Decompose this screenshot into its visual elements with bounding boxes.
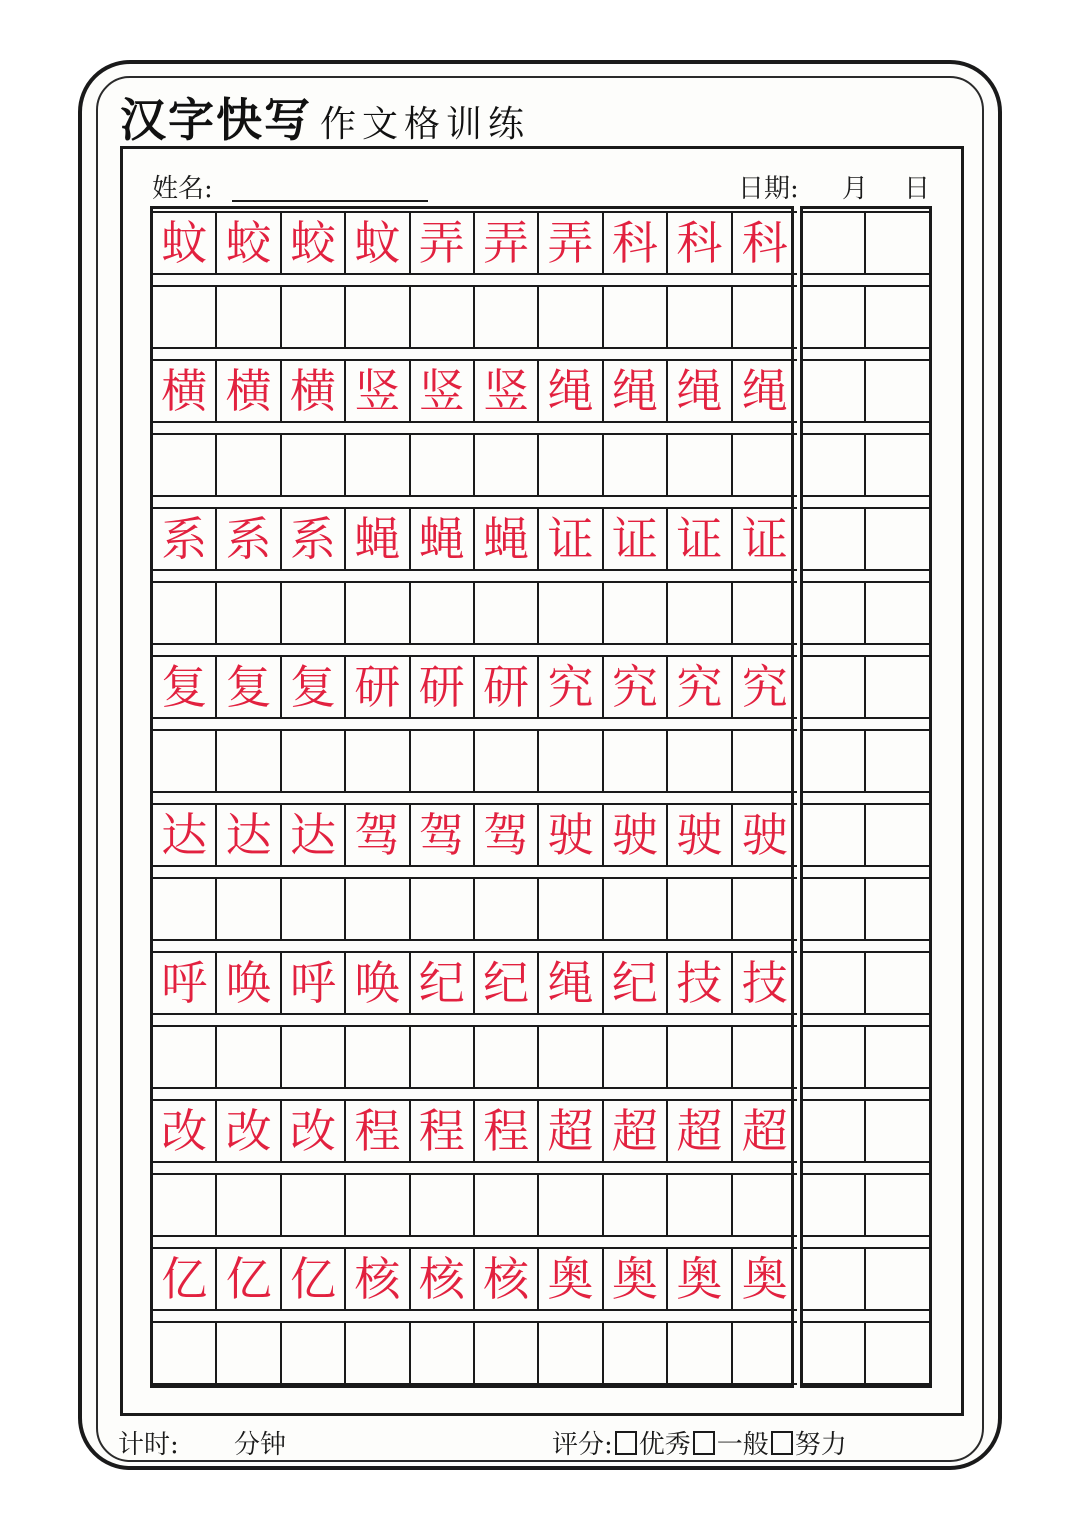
practice-cell[interactable] bbox=[153, 729, 217, 793]
practice-cell[interactable] bbox=[217, 1173, 281, 1237]
practice-cell[interactable] bbox=[282, 581, 346, 645]
character-cell: 核 bbox=[411, 1247, 475, 1311]
practice-cell[interactable] bbox=[668, 433, 732, 497]
review-cell[interactable] bbox=[866, 211, 929, 275]
practice-cell[interactable] bbox=[282, 285, 346, 349]
character-cell: 证 bbox=[668, 507, 732, 571]
practice-cell[interactable] bbox=[604, 1025, 668, 1089]
review-cell[interactable] bbox=[866, 581, 929, 645]
character-cell: 竖 bbox=[475, 359, 539, 423]
practice-cell[interactable] bbox=[153, 1321, 217, 1385]
character-cell: 技 bbox=[668, 951, 732, 1015]
practice-cell[interactable] bbox=[604, 581, 668, 645]
character-cell: 弄 bbox=[475, 211, 539, 275]
practice-cell[interactable] bbox=[346, 581, 410, 645]
practice-cell[interactable] bbox=[217, 581, 281, 645]
practice-cell[interactable] bbox=[604, 285, 668, 349]
practice-cell[interactable] bbox=[733, 1173, 797, 1237]
review-row bbox=[803, 729, 929, 793]
character-cell: 系 bbox=[217, 507, 281, 571]
practice-row bbox=[153, 1025, 797, 1089]
timer-label: 计时: bbox=[118, 1430, 179, 1460]
character-cell: 超 bbox=[668, 1099, 732, 1163]
character-cell: 驾 bbox=[475, 803, 539, 867]
practice-cell[interactable] bbox=[539, 433, 603, 497]
character-cell: 复 bbox=[282, 655, 346, 719]
practice-cell[interactable] bbox=[282, 1321, 346, 1385]
character-cell: 横 bbox=[282, 359, 346, 423]
review-cell[interactable] bbox=[866, 951, 929, 1015]
practice-row bbox=[153, 433, 797, 497]
character-cell: 纪 bbox=[411, 951, 475, 1015]
character-cell: 唤 bbox=[217, 951, 281, 1015]
practice-cell[interactable] bbox=[668, 1321, 732, 1385]
worksheet-title bbox=[120, 84, 530, 150]
character-cell: 奥 bbox=[604, 1247, 668, 1311]
practice-cell[interactable] bbox=[668, 581, 732, 645]
average-checkbox[interactable] bbox=[693, 1431, 715, 1455]
character-cell: 奥 bbox=[539, 1247, 603, 1311]
review-row bbox=[803, 803, 929, 867]
practice-cell[interactable] bbox=[282, 1025, 346, 1089]
character-row bbox=[153, 655, 797, 719]
practice-row bbox=[153, 729, 797, 793]
review-row bbox=[803, 1025, 929, 1089]
practice-cell[interactable] bbox=[217, 729, 281, 793]
character-cell: 蛟 bbox=[282, 211, 346, 275]
review-cell[interactable] bbox=[866, 1321, 929, 1385]
title-main: 汉字快写 bbox=[120, 93, 312, 147]
character-row bbox=[153, 951, 797, 1015]
review-cell[interactable] bbox=[866, 1173, 929, 1237]
character-cell: 系 bbox=[282, 507, 346, 571]
practice-row bbox=[153, 877, 797, 941]
effort-checkbox[interactable] bbox=[771, 1431, 793, 1455]
character-cell: 竖 bbox=[411, 359, 475, 423]
score-section bbox=[552, 1424, 847, 1461]
practice-cell[interactable] bbox=[153, 285, 217, 349]
character-cell: 达 bbox=[217, 803, 281, 867]
practice-cell[interactable] bbox=[668, 877, 732, 941]
practice-cell[interactable] bbox=[153, 433, 217, 497]
character-cell: 究 bbox=[733, 655, 797, 719]
practice-cell[interactable] bbox=[475, 285, 539, 349]
practice-cell[interactable] bbox=[668, 1173, 732, 1237]
practice-cell[interactable] bbox=[475, 433, 539, 497]
review-cell[interactable] bbox=[866, 729, 929, 793]
review-row bbox=[803, 359, 929, 423]
practice-cell[interactable] bbox=[733, 877, 797, 941]
review-row bbox=[803, 655, 929, 719]
character-cell: 超 bbox=[539, 1099, 603, 1163]
minutes-label: 分钟 bbox=[234, 1430, 287, 1460]
excellent-label: 优秀 bbox=[638, 1430, 691, 1460]
practice-cell[interactable] bbox=[217, 877, 281, 941]
practice-row bbox=[153, 285, 797, 349]
review-cell[interactable] bbox=[866, 803, 929, 867]
effort-label: 努力 bbox=[794, 1430, 847, 1460]
character-cell: 科 bbox=[604, 211, 668, 275]
practice-row bbox=[153, 1173, 797, 1237]
character-cell: 亿 bbox=[153, 1247, 217, 1311]
practice-cell[interactable] bbox=[217, 433, 281, 497]
character-cell: 复 bbox=[153, 655, 217, 719]
average-label: 一般 bbox=[716, 1430, 769, 1460]
character-cell: 弄 bbox=[539, 211, 603, 275]
excellent-checkbox[interactable] bbox=[615, 1431, 637, 1455]
review-cell[interactable] bbox=[866, 433, 929, 497]
practice-cell[interactable] bbox=[539, 1321, 603, 1385]
practice-cell[interactable] bbox=[604, 877, 668, 941]
practice-cell[interactable] bbox=[346, 433, 410, 497]
practice-cell[interactable] bbox=[346, 877, 410, 941]
review-cell[interactable] bbox=[803, 433, 866, 497]
practice-cell[interactable] bbox=[346, 1173, 410, 1237]
practice-cell[interactable] bbox=[217, 1321, 281, 1385]
practice-cell[interactable] bbox=[282, 1173, 346, 1237]
character-cell: 改 bbox=[217, 1099, 281, 1163]
character-cell: 系 bbox=[153, 507, 217, 571]
practice-cell[interactable] bbox=[539, 1173, 603, 1237]
practice-cell[interactable] bbox=[539, 581, 603, 645]
character-cell: 奥 bbox=[733, 1247, 797, 1311]
practice-cell[interactable] bbox=[604, 1321, 668, 1385]
review-cell[interactable] bbox=[803, 1025, 866, 1089]
practice-cell[interactable] bbox=[668, 285, 732, 349]
practice-cell[interactable] bbox=[604, 433, 668, 497]
review-row bbox=[803, 433, 929, 497]
practice-cell[interactable] bbox=[282, 433, 346, 497]
practice-cell[interactable] bbox=[733, 729, 797, 793]
character-cell: 竖 bbox=[346, 359, 410, 423]
character-row bbox=[153, 359, 797, 423]
character-cell: 达 bbox=[282, 803, 346, 867]
character-cell: 绳 bbox=[539, 951, 603, 1015]
review-row bbox=[803, 581, 929, 645]
title-sub: 作文格训练 bbox=[320, 104, 531, 145]
practice-cell[interactable] bbox=[411, 433, 475, 497]
character-cell: 纪 bbox=[604, 951, 668, 1015]
name-field[interactable] bbox=[232, 200, 428, 202]
name-label: 姓名: bbox=[152, 174, 213, 204]
character-cell: 改 bbox=[282, 1099, 346, 1163]
character-cell: 蚊 bbox=[153, 211, 217, 275]
character-cell: 绳 bbox=[668, 359, 732, 423]
practice-cell[interactable] bbox=[153, 877, 217, 941]
character-cell: 纪 bbox=[475, 951, 539, 1015]
character-row bbox=[153, 1099, 797, 1163]
practice-grid bbox=[150, 206, 794, 1388]
character-cell: 究 bbox=[604, 655, 668, 719]
character-cell: 亿 bbox=[282, 1247, 346, 1311]
review-cell[interactable] bbox=[866, 359, 929, 423]
character-cell: 证 bbox=[539, 507, 603, 571]
review-row bbox=[803, 1099, 929, 1163]
character-cell: 究 bbox=[539, 655, 603, 719]
practice-cell[interactable] bbox=[539, 1025, 603, 1089]
day-label: 日 bbox=[904, 174, 931, 204]
character-cell: 核 bbox=[346, 1247, 410, 1311]
practice-cell[interactable] bbox=[346, 285, 410, 349]
review-cell[interactable] bbox=[866, 1025, 929, 1089]
character-cell: 证 bbox=[733, 507, 797, 571]
practice-cell[interactable] bbox=[475, 1025, 539, 1089]
review-cell[interactable] bbox=[803, 359, 866, 423]
practice-cell[interactable] bbox=[475, 1321, 539, 1385]
practice-cell[interactable] bbox=[475, 581, 539, 645]
character-cell: 绳 bbox=[733, 359, 797, 423]
character-cell: 亿 bbox=[217, 1247, 281, 1311]
character-cell: 科 bbox=[668, 211, 732, 275]
review-cell[interactable] bbox=[803, 1321, 866, 1385]
practice-cell[interactable] bbox=[217, 285, 281, 349]
character-cell: 弄 bbox=[411, 211, 475, 275]
character-cell: 驾 bbox=[411, 803, 475, 867]
character-cell: 复 bbox=[217, 655, 281, 719]
review-cell[interactable] bbox=[866, 1099, 929, 1163]
character-cell: 核 bbox=[475, 1247, 539, 1311]
review-cell[interactable] bbox=[803, 507, 866, 571]
character-row bbox=[153, 211, 797, 275]
character-cell: 驶 bbox=[733, 803, 797, 867]
practice-cell[interactable] bbox=[153, 1173, 217, 1237]
review-cell[interactable] bbox=[866, 877, 929, 941]
review-grid bbox=[800, 206, 932, 1388]
practice-cell[interactable] bbox=[733, 1321, 797, 1385]
review-cell[interactable] bbox=[803, 1099, 866, 1163]
practice-cell[interactable] bbox=[411, 1321, 475, 1385]
practice-cell[interactable] bbox=[411, 1173, 475, 1237]
character-cell: 达 bbox=[153, 803, 217, 867]
practice-cell[interactable] bbox=[217, 1025, 281, 1089]
character-cell: 驶 bbox=[539, 803, 603, 867]
review-cell[interactable] bbox=[866, 285, 929, 349]
review-cell[interactable] bbox=[803, 1173, 866, 1237]
date-label: 日期: bbox=[738, 174, 799, 204]
practice-cell[interactable] bbox=[153, 581, 217, 645]
review-row bbox=[803, 285, 929, 349]
review-row bbox=[803, 507, 929, 571]
character-cell: 驾 bbox=[346, 803, 410, 867]
review-row bbox=[803, 1321, 929, 1385]
character-cell: 蚊 bbox=[346, 211, 410, 275]
character-cell: 蝇 bbox=[411, 507, 475, 571]
month-label: 月 bbox=[842, 174, 869, 204]
character-cell: 证 bbox=[604, 507, 668, 571]
character-cell: 蛟 bbox=[217, 211, 281, 275]
review-cell[interactable] bbox=[866, 507, 929, 571]
practice-cell[interactable] bbox=[475, 1173, 539, 1237]
character-cell: 研 bbox=[411, 655, 475, 719]
practice-cell[interactable] bbox=[475, 877, 539, 941]
practice-cell[interactable] bbox=[411, 581, 475, 645]
character-row bbox=[153, 1247, 797, 1311]
practice-cell[interactable] bbox=[539, 729, 603, 793]
practice-cell[interactable] bbox=[733, 433, 797, 497]
practice-cell[interactable] bbox=[346, 1025, 410, 1089]
character-cell: 程 bbox=[346, 1099, 410, 1163]
character-cell: 研 bbox=[346, 655, 410, 719]
review-cell[interactable] bbox=[803, 1247, 866, 1311]
practice-cell[interactable] bbox=[604, 1173, 668, 1237]
practice-cell[interactable] bbox=[153, 1025, 217, 1089]
practice-cell[interactable] bbox=[539, 285, 603, 349]
character-row bbox=[153, 803, 797, 867]
character-cell: 究 bbox=[668, 655, 732, 719]
review-cell[interactable] bbox=[803, 877, 866, 941]
practice-cell[interactable] bbox=[604, 729, 668, 793]
practice-cell[interactable] bbox=[346, 1321, 410, 1385]
review-cell[interactable] bbox=[803, 655, 866, 719]
review-cell[interactable] bbox=[866, 1247, 929, 1311]
practice-cell[interactable] bbox=[411, 1025, 475, 1089]
character-cell: 程 bbox=[475, 1099, 539, 1163]
character-cell: 蝇 bbox=[346, 507, 410, 571]
practice-cell[interactable] bbox=[346, 729, 410, 793]
review-row bbox=[803, 1247, 929, 1311]
practice-cell[interactable] bbox=[411, 877, 475, 941]
character-cell: 超 bbox=[733, 1099, 797, 1163]
practice-cell[interactable] bbox=[282, 877, 346, 941]
practice-row bbox=[153, 1321, 797, 1385]
character-cell: 技 bbox=[733, 951, 797, 1015]
practice-cell[interactable] bbox=[733, 581, 797, 645]
practice-cell[interactable] bbox=[733, 285, 797, 349]
character-cell: 程 bbox=[411, 1099, 475, 1163]
character-cell: 驶 bbox=[604, 803, 668, 867]
review-row bbox=[803, 951, 929, 1015]
character-cell: 超 bbox=[604, 1099, 668, 1163]
character-cell: 奥 bbox=[668, 1247, 732, 1311]
practice-cell[interactable] bbox=[411, 729, 475, 793]
practice-cell[interactable] bbox=[539, 877, 603, 941]
review-cell[interactable] bbox=[803, 729, 866, 793]
character-row bbox=[153, 507, 797, 571]
character-cell: 唤 bbox=[346, 951, 410, 1015]
practice-cell[interactable] bbox=[411, 285, 475, 349]
review-cell[interactable] bbox=[866, 655, 929, 719]
review-row bbox=[803, 1173, 929, 1237]
review-row bbox=[803, 211, 929, 275]
practice-cell[interactable] bbox=[282, 729, 346, 793]
character-cell: 横 bbox=[217, 359, 281, 423]
character-cell: 绳 bbox=[604, 359, 668, 423]
practice-cell[interactable] bbox=[668, 1025, 732, 1089]
practice-cell[interactable] bbox=[668, 729, 732, 793]
review-cell[interactable] bbox=[803, 581, 866, 645]
character-cell: 横 bbox=[153, 359, 217, 423]
character-cell: 蝇 bbox=[475, 507, 539, 571]
practice-cell[interactable] bbox=[475, 729, 539, 793]
character-cell: 改 bbox=[153, 1099, 217, 1163]
character-cell: 科 bbox=[733, 211, 797, 275]
review-row bbox=[803, 877, 929, 941]
character-cell: 呼 bbox=[153, 951, 217, 1015]
review-cell[interactable] bbox=[803, 211, 866, 275]
review-cell[interactable] bbox=[803, 285, 866, 349]
character-cell: 驶 bbox=[668, 803, 732, 867]
review-cell[interactable] bbox=[803, 803, 866, 867]
practice-row bbox=[153, 581, 797, 645]
review-cell[interactable] bbox=[803, 951, 866, 1015]
character-cell: 绳 bbox=[539, 359, 603, 423]
character-cell: 呼 bbox=[282, 951, 346, 1015]
character-cell: 研 bbox=[475, 655, 539, 719]
practice-cell[interactable] bbox=[733, 1025, 797, 1089]
score-label: 评分: bbox=[552, 1430, 613, 1460]
